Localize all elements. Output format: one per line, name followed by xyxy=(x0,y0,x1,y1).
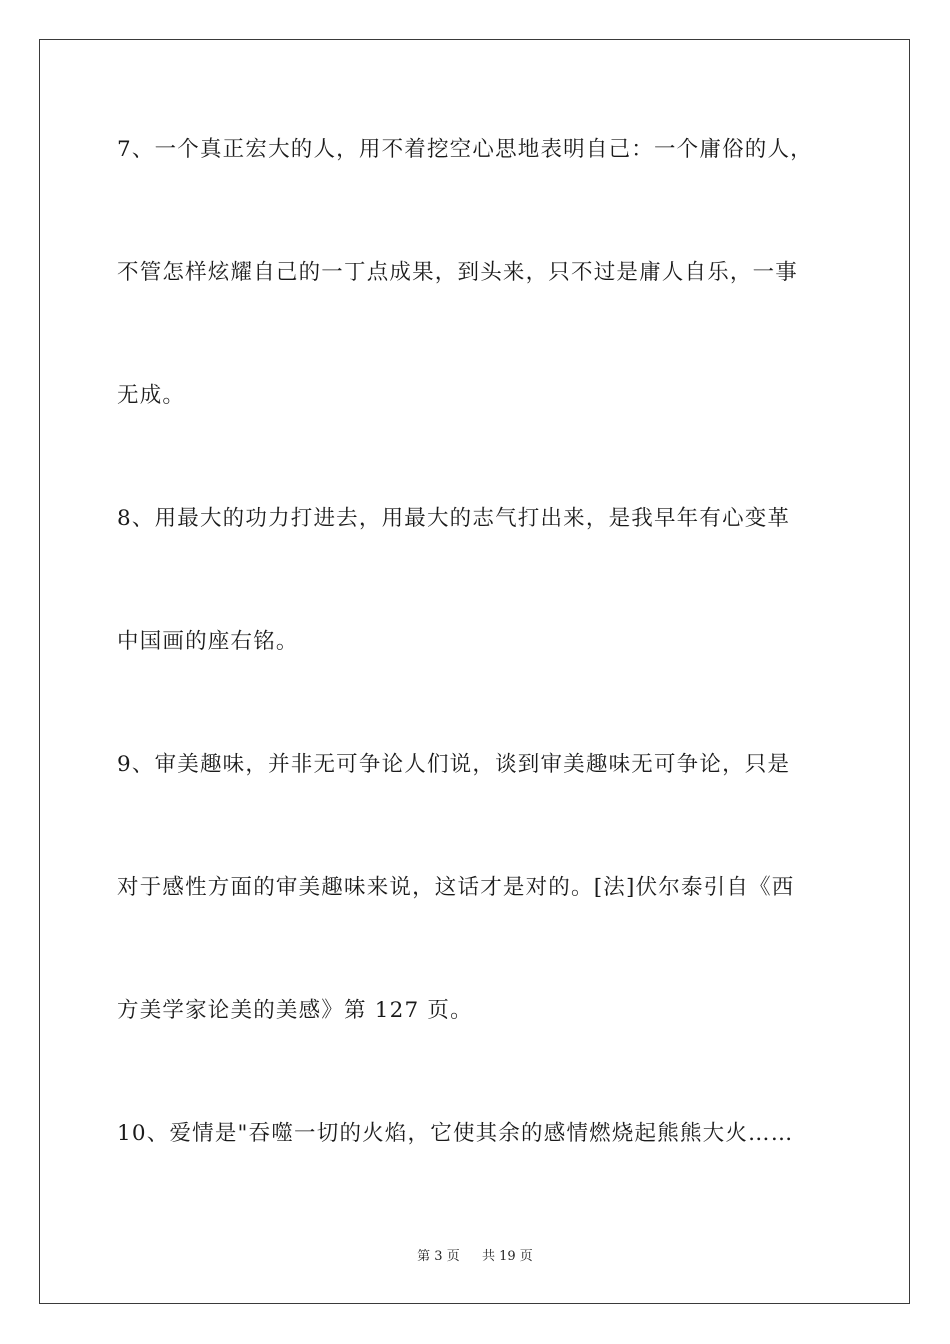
text-line: 8、用最大的功力打进去，用最大的志气打出来，是我早年有心变革 xyxy=(117,506,791,531)
page-footer xyxy=(0,1248,950,1266)
page-border xyxy=(39,39,910,1304)
text-line: 无成。 xyxy=(117,383,186,408)
page-count: 共 19 页 xyxy=(482,1249,533,1264)
text-line: 方美学家论美的美感》第 127 页。 xyxy=(117,998,473,1023)
text-line: 不管怎样炫耀自己的一丁点成果，到头来，只不过是庸人自乐，一事 xyxy=(117,260,799,285)
text-line: 9、审美趣味，并非无可争论人们说，谈到审美趣味无可争论，只是 xyxy=(117,752,791,777)
text-line: 7、一个真正宏大的人，用不着挖空心思地表明自己：一个庸俗的人， xyxy=(117,137,813,162)
text-line: 10、爱情是"吞噬一切的火焰，它使其余的感情燃烧起熊熊大火…… xyxy=(117,1121,794,1146)
text-line: 中国画的座右铭。 xyxy=(117,629,299,654)
page-number: 第 3 页 xyxy=(417,1249,460,1264)
text-line: 对于感性方面的审美趣味来说，这话才是对的。[法]伏尔泰引自《西 xyxy=(117,875,795,900)
